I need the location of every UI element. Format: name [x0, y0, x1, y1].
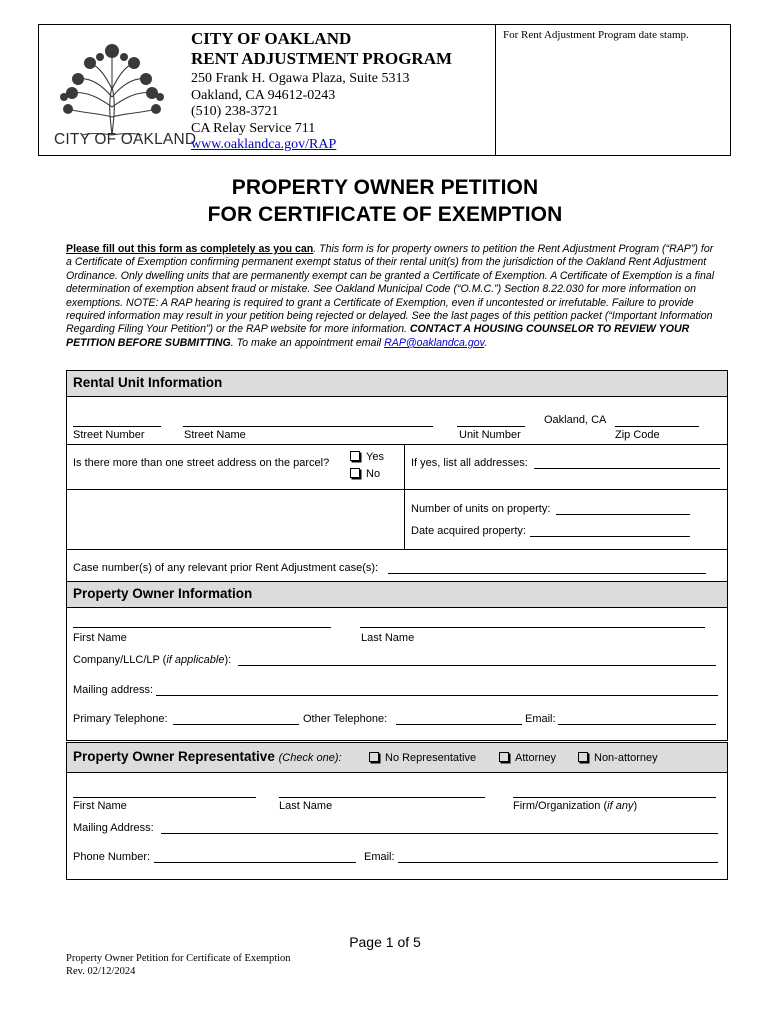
street-name-field[interactable]	[183, 426, 433, 427]
rep-option-none[interactable]: No Representative	[369, 752, 476, 764]
org-address-1: 250 Frank H. Ogawa Plaza, Suite 5313	[191, 71, 410, 86]
page-title-line-2: FOR CERTIFICATE OF EXEMPTION	[207, 203, 563, 226]
rental-row-divider	[67, 444, 727, 445]
rap-email-link[interactable]: RAP@oaklandca.gov	[384, 336, 485, 349]
intro-lead: Please fill out this form as completely as you can	[66, 243, 314, 255]
checkbox-icon[interactable]	[578, 752, 588, 762]
zip-code-label: Zip Code	[615, 429, 660, 441]
rep-firm-field[interactable]	[513, 797, 716, 798]
rental-row-divider-3	[67, 549, 727, 550]
rep-firm-label: Firm/Organization (if any)	[513, 800, 638, 812]
page-title-line-1: PROPERTY OWNER PETITION	[231, 176, 539, 199]
multi-address-question: Is there more than one street address on the parcel?	[73, 457, 330, 469]
other-telephone-field[interactable]	[396, 724, 522, 725]
street-name-label: Street Name	[184, 429, 246, 441]
org-relay: CA Relay Service 711	[191, 120, 316, 136]
other-telephone-label: Other Telephone:	[303, 713, 388, 725]
footer-doc-name: Property Owner Petition for Certificate of Exemption	[66, 953, 291, 964]
street-number-field[interactable]	[73, 426, 161, 427]
header-divider	[495, 25, 496, 155]
page-number: Page 1 of 5	[349, 934, 421, 950]
num-units-field[interactable]	[556, 514, 690, 515]
rental-unit-section	[66, 370, 728, 582]
street-number-label: Street Number	[73, 429, 145, 441]
num-units-label: Number of units on property:	[411, 503, 551, 515]
website-link[interactable]: www.oaklandca.gov/RAP	[191, 137, 337, 152]
owner-mailing-field[interactable]	[156, 695, 718, 696]
rep-option-non-attorney[interactable]: Non-attorney	[578, 752, 658, 764]
rep-last-name-field[interactable]	[279, 797, 485, 798]
checkbox-icon[interactable]	[499, 752, 509, 762]
rep-first-name-field[interactable]	[73, 797, 256, 798]
owner-last-name-field[interactable]	[360, 627, 705, 628]
rep-phone-field[interactable]	[154, 862, 356, 863]
case-numbers-label: Case number(s) of any relevant prior Rent Adjustment case(s):	[73, 562, 379, 574]
zip-code-field[interactable]	[615, 426, 699, 427]
header-box	[38, 24, 731, 156]
org-name: CITY OF OAKLAND RENT ADJUSTMENT PROGRAM	[191, 29, 453, 68]
list-addresses-field[interactable]	[534, 468, 720, 469]
rep-last-name-label: Last Name	[279, 800, 333, 812]
owner-mailing-label: Mailing address:	[73, 684, 154, 696]
owner-section	[66, 581, 728, 741]
city-label: Oakland, CA	[544, 414, 607, 426]
representative-section	[66, 742, 728, 880]
rep-first-name-label: First Name	[73, 800, 127, 812]
owner-first-name-label: First Name	[73, 632, 127, 644]
rep-mailing-field[interactable]	[161, 833, 718, 834]
intro-counselor-note: CONTACT A HOUSING COUNSELOR TO REVIEW YOUR PETITION BEFORE SUBMITTING	[66, 323, 690, 349]
owner-email-label: Email:	[525, 713, 556, 725]
org-address-2: Oakland, CA 94612-0243	[191, 87, 336, 103]
list-addresses-label: If yes, list all addresses:	[411, 457, 528, 469]
checkbox-icon[interactable]	[369, 752, 379, 762]
multi-address-no[interactable]: No	[350, 468, 380, 480]
intro-paragraph: Please fill out this form as completely as you can. This form is for property owners to petition the Rent Adjustment Program (“RAP”) for a Certificate of Exemption confirming permanent exempt status of their rental unit(s) from the jurisdiction of the Oakland Rent Adjustment Ordinance. Only dwelling units that are permanently exempt can be granted a Certificate of Exemption. A Certificate of Exemption is a final determination of exemption absent fraud or mistake. See Oakland Municipal Code (“O.M.C.”) Section 8.22.030 for more information on exemptions. NOTE: A RAP hearing is required to grant a Certificate of Exemption, even if uncontested or irrefutable. Failure to provide required information may result in your petition being rejected or delayed. See the last pages of this petition packet (“Important Information Regarding Filing Your Petition”) or the RAP website for more information. CONTACT A HOUSING COUNSELOR TO REVIEW YOUR PETITION BEFORE SUBMITTING. To make an appointment email RAP@oaklandca.gov.	[66, 243, 715, 349]
rep-phone-label: Phone Number:	[73, 851, 151, 863]
checkbox-icon[interactable]	[350, 451, 360, 461]
rental-inner-divider	[404, 444, 405, 549]
rep-email-label: Email:	[364, 851, 395, 863]
representative-header: Property Owner Representative (Check one): No Representative Attorney Non-attorney	[67, 743, 727, 773]
unit-number-field[interactable]	[457, 426, 525, 427]
owner-first-name-field[interactable]	[73, 627, 331, 628]
date-acquired-field[interactable]	[530, 536, 690, 537]
checkbox-icon[interactable]	[350, 468, 360, 478]
rental-unit-header: Rental Unit Information	[67, 371, 727, 397]
rep-option-attorney[interactable]: Attorney	[499, 752, 556, 764]
footer-doc-info	[66, 952, 291, 978]
rental-row-divider-2	[67, 489, 727, 490]
unit-number-label: Unit Number	[459, 429, 521, 441]
case-numbers-field[interactable]	[388, 573, 706, 574]
date-stamp-label: For Rent Adjustment Program date stamp.	[503, 29, 689, 41]
company-label: Company/LLC/LP (if applicable):	[73, 654, 232, 666]
primary-telephone-field[interactable]	[173, 724, 299, 725]
company-field[interactable]	[238, 665, 716, 666]
owner-header: Property Owner Information	[67, 582, 727, 608]
logo-wordmark: CITY OF OAKLAND	[54, 131, 197, 148]
rep-email-field[interactable]	[398, 862, 718, 863]
owner-last-name-label: Last Name	[361, 632, 415, 644]
rep-mailing-label: Mailing Address:	[73, 822, 154, 834]
org-phone: (510) 238-3721	[191, 104, 279, 119]
date-acquired-label: Date acquired property:	[411, 525, 526, 537]
multi-address-yes[interactable]: Yes	[350, 451, 384, 463]
primary-telephone-label: Primary Telephone:	[73, 713, 168, 725]
footer-revision: Rev. 02/12/2024	[66, 966, 136, 977]
owner-email-field[interactable]	[558, 724, 716, 725]
org-contact	[191, 71, 410, 154]
